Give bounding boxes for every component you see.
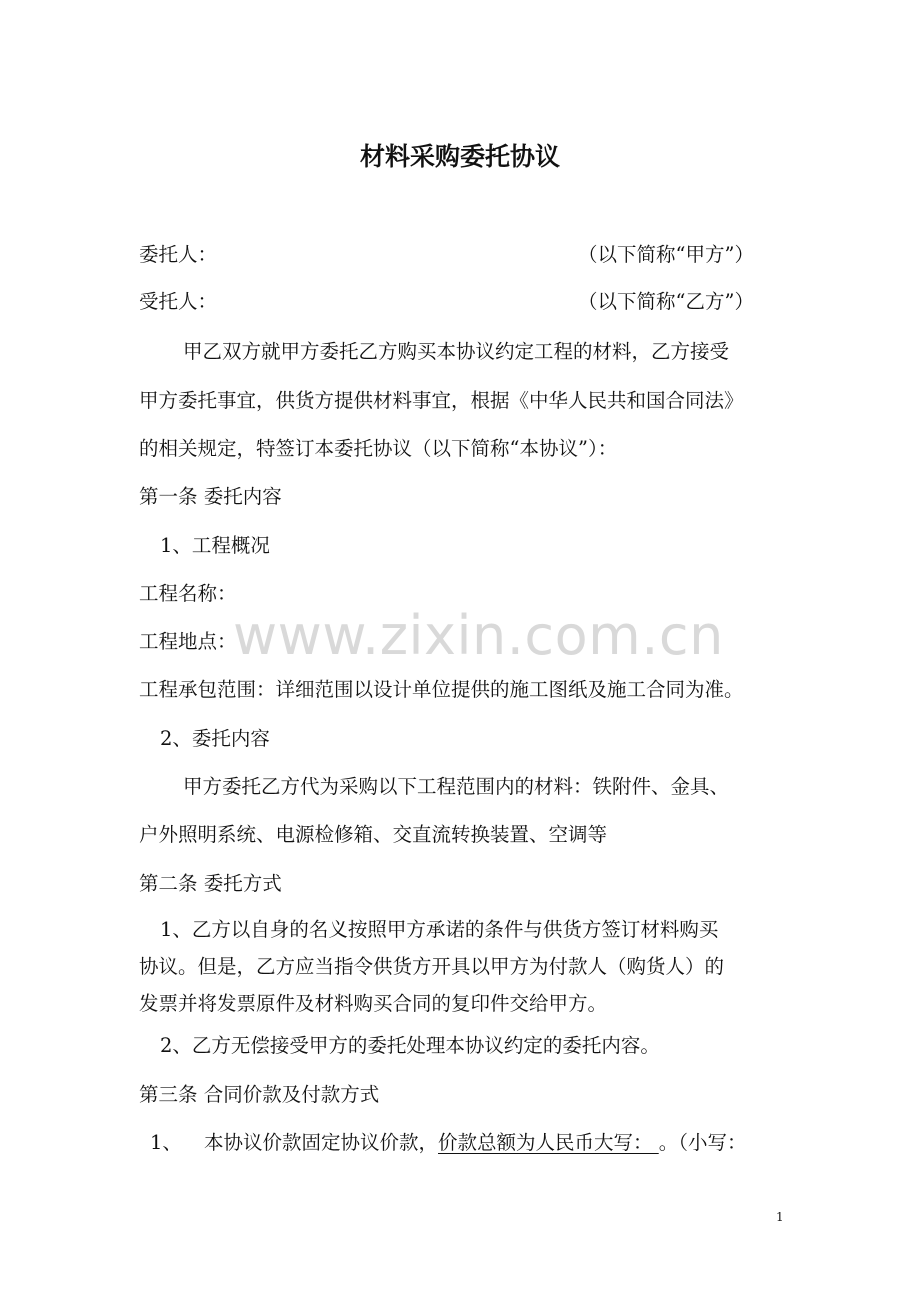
article-1-heading: 第一条 委托内容 xyxy=(139,485,282,508)
article-2-heading: 第二条 委托方式 xyxy=(139,872,282,895)
principal-label: 委托人： xyxy=(139,243,218,266)
article-1-item-1: 1、工程概况 xyxy=(160,534,270,557)
article-3-item-1-line xyxy=(204,1131,746,1155)
article-2-item-1-line-1: 1、乙方以自身的名义按照甲方承诺的条件与供货方签订材料购买 xyxy=(160,918,719,941)
principal-alias: （以下简称“甲方”） xyxy=(578,243,754,266)
document-title: 材料采购委托协议 xyxy=(359,142,560,171)
article-2-item-2: 2、乙方无偿接受甲方的委托处理本协议约定的委托内容。 xyxy=(160,1034,660,1057)
watermark: www.zixin.com.cn xyxy=(233,604,724,667)
price-lowercase-lead: 。（小写： xyxy=(658,1131,747,1154)
content-line-2: 户外照明系统、电源检修箱、交直流转换装置、空调等 xyxy=(139,823,608,846)
article-3-heading: 第三条 合同价款及付款方式 xyxy=(139,1083,380,1106)
project-location-label: 工程地点： xyxy=(139,630,237,653)
price-clause-text: 本协议价款固定协议价款， xyxy=(204,1131,439,1154)
project-scope-line: 工程承包范围：详细范围以设计单位提供的施工图纸及施工合同为准。 xyxy=(139,678,744,701)
content-line-1: 甲方委托乙方代为采购以下工程范围内的材料：铁附件、金具、 xyxy=(183,775,730,798)
article-2-item-1-line-3: 发票并将发票原件及材料购买合同的复印件交给甲方。 xyxy=(139,992,608,1015)
article-3-item-1-number: 1、 xyxy=(150,1131,182,1154)
agent-label: 受托人： xyxy=(139,290,218,313)
price-total-uppercase-field: 价款总额为人民币大写： xyxy=(438,1131,659,1154)
article-1-item-2: 2、委托内容 xyxy=(160,727,270,750)
agent-alias: （以下简称“乙方”） xyxy=(578,290,754,313)
intro-line-2: 甲方委托事宜，供货方提供材料事宜，根据《中华人民共和国合同法》 xyxy=(139,389,744,412)
article-2-item-1-line-2: 协议。但是，乙方应当指令供货方开具以甲方为付款人（购货人）的 xyxy=(139,955,725,978)
page-number: 1 xyxy=(776,1210,784,1224)
intro-line-3: 的相关规定，特签订本委托协议（以下简称“本协议”）： xyxy=(139,437,618,460)
project-name-label: 工程名称： xyxy=(139,582,237,605)
intro-line-1: 甲乙双方就甲方委托乙方购买本协议约定工程的材料，乙方接受 xyxy=(183,340,730,363)
